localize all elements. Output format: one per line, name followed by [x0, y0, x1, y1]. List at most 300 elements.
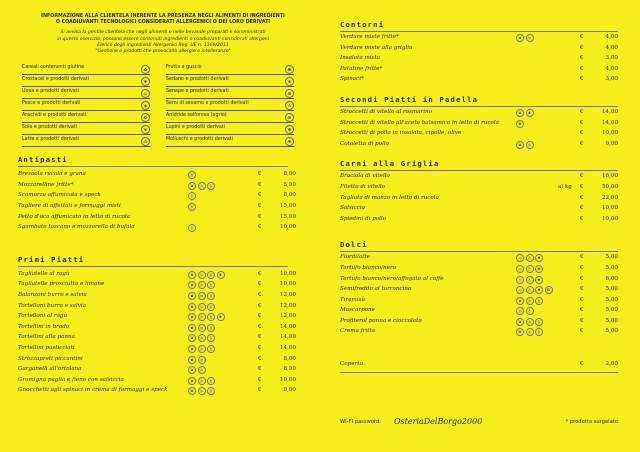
dish-price: 5,00 [605, 254, 618, 261]
griglia-item [340, 182, 618, 193]
right-column [340, 20, 618, 373]
allergen-icon: ✿ [188, 313, 196, 321]
allergen-icons [516, 265, 543, 273]
griglia-section [340, 159, 618, 224]
dolci-item [340, 252, 618, 263]
allergen-icon: ✺ [535, 254, 543, 262]
allergen-icon: ◎ [198, 387, 206, 395]
currency-symbol: € [580, 140, 584, 147]
currency-symbol: € [580, 76, 584, 83]
dish-price: 4,00 [605, 34, 618, 40]
dish-name: Profiterol panna e cioccolato [340, 317, 422, 324]
currency-symbol: € [580, 205, 584, 212]
allergen-icons [516, 328, 543, 336]
allergen-icon: ✿ [516, 120, 524, 128]
mustard-icon: ❁ [285, 89, 294, 98]
currency-symbol: € [580, 34, 584, 40]
dish-name: Verdure miste alla griglia [340, 44, 413, 51]
allergen-icon: ♁ [526, 286, 534, 294]
coperto-price: 2,00 [605, 361, 618, 368]
allergen-row [166, 63, 294, 75]
allergen-icons [516, 307, 534, 315]
allergen-icon: ♁ [526, 265, 534, 273]
dish-name: Tagliatelle al ragù [18, 270, 70, 277]
allergen-icons [516, 254, 543, 262]
currency-symbol: € [258, 181, 262, 188]
dish-name: Tagliata di manzo in letto di rucola [340, 194, 439, 201]
dish-name: Tortellini in brodo [18, 323, 70, 330]
dish-name: Tortelloni al ragù [18, 313, 68, 320]
currency-symbol: € [258, 366, 262, 373]
lupin-icon: ✽ [285, 125, 294, 134]
dish-name: Insalata mista [340, 55, 381, 62]
dish-name: Strozzapreti piccantini [18, 355, 83, 362]
dish-name: Patatine fritte* [340, 65, 383, 72]
currency-symbol: € [580, 215, 584, 222]
allergen-icon: ✿ [188, 377, 196, 385]
dish-name: Petto d'oca affumicato in letto di rucola [18, 213, 131, 220]
primi-item [18, 301, 308, 312]
contorni-item [340, 64, 618, 75]
allergen-icons [516, 318, 543, 326]
allergen-row [166, 135, 294, 147]
allergen-icon: ♁ [207, 281, 215, 289]
allergen-icon: ✿ [188, 345, 196, 353]
dish-name: Crema fritta [340, 328, 376, 335]
allergen-icons [516, 34, 534, 42]
allergen-icon: ♁ [207, 377, 215, 385]
currency-symbol: € [258, 387, 262, 394]
notice-heading-2: O COADIUVANTI TECNOLOGICI CONSIDERATI ALLERGENICI O DEI LORO DERIVATI [55, 20, 271, 26]
dish-name: Mozzarelline fritte* [18, 181, 74, 188]
dish-price: 9,00 [605, 140, 618, 147]
milk-icon: ♁ [141, 137, 150, 146]
allergen-icons [188, 377, 215, 385]
currency-symbol: € [258, 323, 262, 330]
currency-symbol: € [580, 130, 584, 137]
primi-title: Primi Piatti [18, 254, 85, 264]
antipasti-title: Antipasti [18, 155, 68, 165]
allergen-icon: ◎ [198, 303, 206, 311]
contorni-section [340, 20, 618, 85]
primi-item [18, 279, 308, 290]
dolci-section [340, 240, 618, 337]
sulphite-icon: ❋ [285, 113, 294, 122]
allergen-label: Pesce e prodotti derivati [22, 101, 81, 107]
allergen-icon: ✿ [188, 366, 196, 374]
dolci-item [340, 263, 618, 274]
primi-item [18, 375, 308, 386]
allergen-icon: ❀ [217, 313, 225, 321]
allergen-icon: ♁ [535, 328, 543, 336]
primi-section [18, 255, 308, 396]
allergen-icon: ✿ [188, 303, 196, 311]
dish-name: Salsiccia [340, 205, 366, 212]
dish-price: 5,00 [605, 296, 618, 303]
currency-symbol: € [258, 376, 262, 383]
notice-body-3: Elenco degli ingredienti Allergenici Reg. UE n. 1169/2011 [97, 42, 229, 48]
allergen-icon: ◎ [526, 297, 534, 305]
allergen-icon: ♁ [207, 387, 215, 395]
dish-price: 3,00 [605, 55, 618, 62]
currency-symbol: € [580, 317, 584, 324]
allergen-icons [516, 286, 553, 294]
dish-price: 14,00 [279, 323, 296, 330]
secondi-list [340, 107, 618, 149]
currency-symbol: € [580, 275, 584, 282]
antipasti-item [18, 190, 308, 201]
primi-item [18, 311, 308, 322]
allergen-icons [188, 324, 215, 332]
allergen-icon: ◎ [516, 286, 524, 294]
celery-icon: ❀ [285, 77, 294, 86]
primi-list [18, 269, 308, 396]
dish-price: 8,00 [283, 171, 296, 178]
currency-symbol: € [258, 313, 262, 320]
dish-price: 10,00 [279, 376, 296, 383]
allergen-icon: ♁ [207, 271, 215, 279]
allergen-row [22, 123, 150, 135]
secondi-item [340, 107, 618, 118]
dish-price: 10,00 [279, 270, 296, 277]
allergen-icon: ◎ [526, 318, 534, 326]
currency-symbol: € [258, 334, 262, 341]
allergen-row [22, 63, 150, 75]
egg-icon: ◎ [141, 89, 150, 98]
allergen-label: Lupini e prodotti derivati [166, 125, 226, 131]
allergen-icon: ✿ [516, 297, 524, 305]
allergen-icon: ♁ [207, 182, 215, 190]
allergen-icon: ❀ [526, 109, 534, 117]
dolci-item [340, 295, 618, 306]
dish-price: 5,00 [605, 264, 618, 271]
dish-name: Verdure miste fritte* [340, 34, 399, 40]
dish-name: Straccetti di vitello al rosmarino [340, 108, 432, 115]
dish-price: 6,00 [605, 275, 618, 282]
griglia-item [340, 171, 618, 182]
dish-price: 12,00 [279, 291, 296, 298]
notice-body-1: Si avvisa la gentile clientela che negli alimenti e nelle bevande preparati e somministrati [60, 30, 266, 36]
secondi-item [340, 128, 618, 139]
dish-price: 5,00 [605, 317, 618, 324]
allergen-icons [188, 182, 215, 190]
notice-body [18, 30, 308, 55]
allergen-icon: ◎ [198, 182, 206, 190]
dish-name: Tartufo bianco/nero [340, 264, 397, 271]
dish-price: 14,00 [279, 344, 296, 351]
allergen-icons [516, 297, 543, 305]
primi-item [18, 322, 308, 333]
antipasti-item [18, 180, 308, 191]
currency-symbol: € [580, 119, 584, 126]
allergen-label: Uova e prodotti derivati [22, 89, 79, 95]
allergen-row [22, 135, 150, 147]
contorni-item [340, 43, 618, 54]
allergen-label: Frutta a guscio [166, 65, 202, 71]
primi-item [18, 290, 308, 301]
griglia-item [340, 193, 618, 204]
allergen-row [166, 111, 294, 123]
left-column [18, 14, 308, 396]
allergen-icon: ◎ [516, 276, 524, 284]
allergen-icon: ◎ [198, 366, 206, 374]
allergen-icons [188, 356, 206, 364]
dish-name: Mascarpone [340, 307, 375, 314]
secondi-item [340, 139, 618, 150]
currency-symbol: € [258, 355, 262, 362]
allergen-row [166, 87, 294, 99]
dish-name: Garganelli all'ortolana [18, 366, 82, 373]
dish-name: Bresaola rucola e grana [18, 171, 86, 178]
dish-price: 50,00 [601, 183, 618, 190]
notice-body-4: "Gestione e prodotti che provocano allergie o intolleranze" [95, 49, 231, 55]
allergen-icon: ◎ [526, 34, 534, 42]
currency-symbol: € [258, 344, 262, 351]
dolci-list [340, 252, 618, 337]
dish-name: Straccetti di pollo in insalata, cipolle, olive [340, 130, 462, 137]
dish-name: Tiramisù [340, 296, 366, 303]
antipasti-list [18, 169, 308, 233]
allergen-label: Molluschi e prodotti derivati [166, 137, 234, 143]
allergen-icons [188, 334, 215, 342]
dish-name: Gnocchetti agli spinaci in crema di formaggi e speck [18, 387, 168, 394]
allergen-label: Crostacei e prodotti derivati [22, 77, 90, 83]
dish-price: 10,00 [279, 281, 296, 288]
currency-symbol: € [580, 173, 584, 180]
dish-price: 10,00 [601, 215, 618, 222]
allergen-list-left [22, 63, 150, 147]
allergen-icons [188, 281, 215, 289]
allergen-icon: ◎ [198, 324, 206, 332]
currency-symbol: € [580, 296, 584, 303]
dish-name: Tartufo bianco/nero/affogato al caffè [340, 275, 444, 282]
currency-symbol: € [258, 224, 262, 231]
allergen-label: Senape e prodotti derivati [166, 89, 229, 95]
allergen-icons [188, 313, 225, 321]
allergen-icons [188, 224, 196, 232]
wifi-label: WI-FI password: [340, 419, 382, 425]
allergen-icons [188, 271, 225, 279]
currency-symbol: € [580, 328, 584, 335]
allergen-row [22, 111, 150, 123]
soy-icon: ✾ [141, 125, 150, 134]
allergen-icon: ◎ [198, 345, 206, 353]
allergen-label: Cereali contenenti glutine [22, 65, 85, 71]
dish-price: 12,00 [279, 313, 296, 320]
allergen-label: Soia e prodotti derivati [22, 125, 77, 131]
allergen-icon: ♁ [188, 224, 196, 232]
dish-price: 22,00 [601, 194, 618, 201]
allergen-icon: ❀ [217, 271, 225, 279]
allergen-icon: ◎ [198, 281, 206, 289]
currency-symbol: € [258, 281, 262, 288]
allergen-icons [516, 141, 534, 149]
allergen-label: Semi di sesamo e prodotti derivati [166, 101, 249, 107]
currency-symbol: € [258, 171, 262, 178]
dish-name: Tagliatelle prosciutto e limone [18, 281, 105, 288]
secondi-section [340, 95, 618, 149]
antipasti-item [18, 169, 308, 180]
contorni-list [340, 32, 618, 85]
allergen-icons [188, 366, 206, 374]
antipasti-section [18, 155, 308, 233]
antipasti-item [18, 201, 308, 212]
allergen-icon: ◎ [198, 292, 206, 300]
allergen-icon: ◎ [198, 334, 206, 342]
dish-name: Braciola di vitello [340, 173, 390, 180]
sesame-icon: ⁂ [285, 101, 294, 110]
currency-symbol: € [258, 192, 262, 199]
allergen-icon: ♁ [207, 324, 215, 332]
allergen-icons [188, 303, 215, 311]
currency-symbol: € [258, 291, 262, 298]
allergen-icon: ♁ [207, 313, 215, 321]
allergen-icon: ✿ [188, 324, 196, 332]
allergen-list-right [166, 63, 294, 147]
griglia-item [340, 214, 618, 225]
allergen-icon: ♁ [188, 192, 196, 200]
dish-price: 8,00 [283, 192, 296, 199]
dish-name: Tortelloni burro e salvia [18, 302, 87, 309]
dish-name: Gramigna paglia e fieno con salsiccia [18, 376, 124, 383]
allergen-icons [188, 292, 215, 300]
dish-price: 14,00 [601, 108, 618, 115]
dish-price: 5,00 [283, 181, 296, 188]
allergen-icon: ◎ [198, 377, 206, 385]
allergen-icon: ✺ [535, 276, 543, 284]
allergen-icons [188, 192, 196, 200]
price-unit: al kg [558, 183, 572, 190]
allergen-icon: ✿ [516, 141, 524, 149]
dish-price: 8,00 [283, 355, 296, 362]
dish-price: 5,00 [605, 328, 618, 335]
primi-item [18, 364, 308, 375]
allergen-icon: ✿ [188, 281, 196, 289]
allergen-icon: ✺ [535, 265, 543, 273]
dish-name: Scamorza affumicata e speck [18, 192, 101, 199]
currency-symbol: € [580, 307, 584, 314]
contorni-title: Contorni [340, 20, 385, 29]
dolci-item [340, 284, 618, 295]
allergen-icon: ♁ [526, 307, 534, 315]
contorni-item [340, 53, 618, 64]
currency-symbol: € [580, 286, 584, 293]
dish-price: 10,00 [279, 224, 296, 231]
dish-name: Spiedini di pollo [340, 215, 387, 222]
allergen-row [166, 123, 294, 135]
allergen-icon: ❂ [545, 286, 553, 294]
dish-name: Cotoletta di pollo [340, 140, 390, 147]
allergen-icon: ♁ [526, 276, 534, 284]
primi-item [18, 354, 308, 365]
allergen-icon: ◎ [516, 254, 524, 262]
allergen-icons [516, 120, 524, 128]
allergen-icon: ✿ [516, 34, 524, 42]
allergen-icon: ✿ [188, 292, 196, 300]
secondi-title: Secondi Piatti in Padella [340, 94, 479, 104]
contorni-item [340, 74, 618, 85]
dish-price: 12,00 [279, 302, 296, 309]
currency-symbol: € [258, 203, 262, 209]
dish-price: 4,00 [605, 65, 618, 72]
currency-symbol: € [580, 254, 584, 261]
griglia-item [340, 203, 618, 214]
allergen-label: Anidride solforosa (agrio) [166, 113, 227, 119]
allergen-icon: ♁ [535, 297, 543, 305]
allergen-icon: ♁ [207, 334, 215, 342]
allergen-icon: ♁ [188, 203, 196, 211]
dish-price: 5,00 [605, 307, 618, 314]
notice-heading-1: INFORMAZIONE ALLA CLIENTELA INERENTE LA PRESENZA NEGLI ALIMENTI DI INGREDIENTI [41, 14, 285, 19]
allergen-row [22, 75, 150, 87]
wifi-password: OsteriaDelBorgo2000 [394, 417, 483, 426]
allergen-icon: ✿ [188, 356, 196, 364]
dolci-title: Dolci [340, 240, 368, 250]
dish-name: Straccetti di vitello all'aceto balsamico in letto di rucola [340, 119, 499, 126]
allergen-icon: ✿ [188, 387, 196, 395]
allergen-icon: ◎ [516, 307, 524, 315]
allergen-icons [516, 276, 543, 284]
allergen-table [18, 63, 308, 144]
currency-symbol: € [580, 183, 584, 190]
dish-name: Filetto di vitello [340, 183, 386, 190]
fish-icon: ◈ [141, 101, 150, 110]
coperto-name: Coperto [340, 361, 363, 368]
dish-name: Sgambato toscano e mozzarella di bufala [18, 224, 135, 231]
currency-symbol: € [258, 213, 262, 220]
allergen-icon: ♁ [526, 254, 534, 262]
allergen-icon: ◎ [526, 141, 534, 149]
peanut-icon: ❂ [141, 113, 150, 122]
allergen-icon: ♁ [207, 292, 215, 300]
allergen-icon: ♁ [207, 303, 215, 311]
mollusc-icon: ✹ [285, 137, 294, 146]
griglia-title: Carni alla Griglia [340, 159, 440, 169]
allergen-icon: ♁ [535, 318, 543, 326]
primi-item [18, 385, 308, 396]
currency-symbol: € [258, 302, 262, 309]
dish-price: 3,00 [605, 76, 618, 83]
primi-item [18, 343, 308, 354]
dish-price: 8,00 [283, 366, 296, 373]
dolci-item [340, 316, 618, 327]
allergen-icon: ✺ [535, 286, 543, 294]
dish-price: 10,00 [601, 205, 618, 212]
allergen-icon: ◎ [516, 265, 524, 273]
allergen-icon: ✿ [516, 109, 524, 117]
dish-name: Spinaci* [340, 76, 364, 83]
dish-name: Tagliere di affettati e formaggi misti [18, 203, 121, 209]
currency-symbol: € [580, 108, 584, 115]
dish-price: 16,00 [601, 173, 618, 180]
currency-symbol: € [580, 194, 584, 201]
dish-price: 9,00 [283, 387, 296, 394]
dish-name: Balanzoni burro e salvia [18, 291, 87, 298]
allergen-icon: ◎ [198, 356, 206, 364]
coperto-section [340, 359, 618, 373]
allergen-icon: ✿ [188, 271, 196, 279]
crab-icon: ✸ [141, 77, 150, 86]
dish-price: 15,00 [279, 203, 296, 209]
primi-item [18, 332, 308, 343]
dish-name: Semifreddo al torroncino [340, 286, 412, 293]
allergen-icon: ◎ [198, 271, 206, 279]
allergen-icon: ◎ [526, 328, 534, 336]
allergen-label: Arachidi e prodotti derivati [22, 113, 87, 119]
surgelato-note: * prodotto surgelato [565, 419, 618, 425]
antipasti-item [18, 212, 308, 223]
wheat-icon: ✿ [141, 65, 150, 74]
